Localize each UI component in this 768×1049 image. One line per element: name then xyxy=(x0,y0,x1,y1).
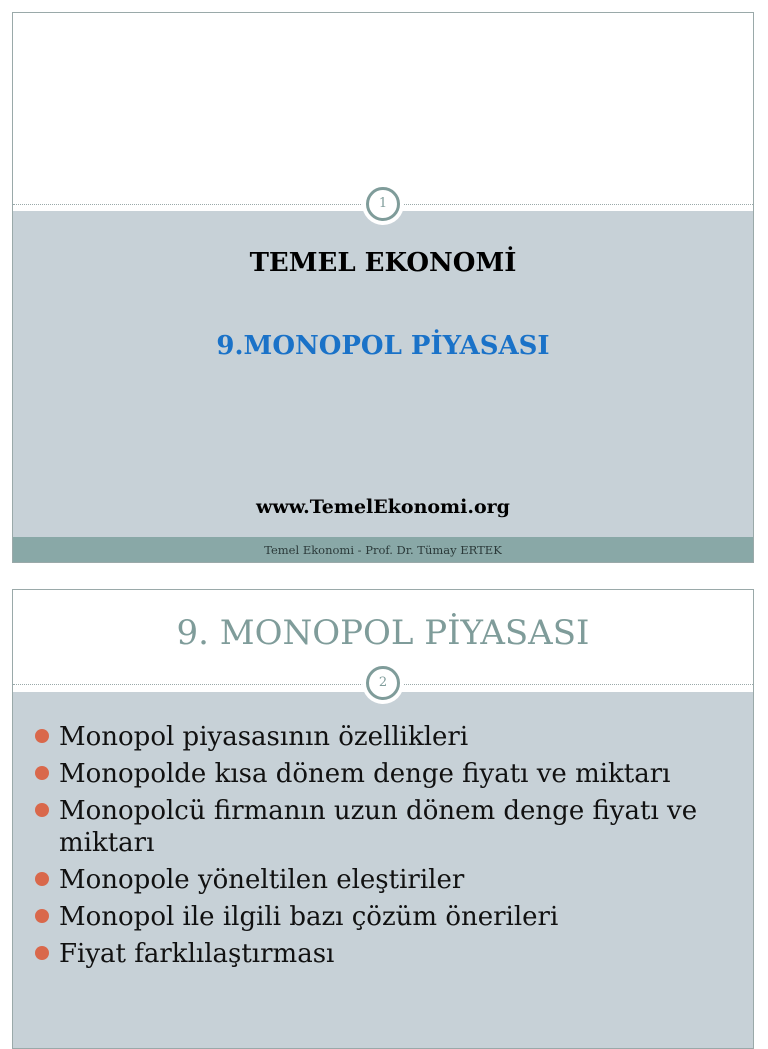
bullet-dot-icon xyxy=(35,872,49,886)
bullet-dot-icon xyxy=(35,803,49,817)
bullet-dot-icon xyxy=(35,766,49,780)
website-link[interactable]: www.TemelEkonomi.org xyxy=(256,496,510,518)
bullet-dot-icon xyxy=(35,729,49,743)
bullet-item xyxy=(35,795,747,859)
bullet-list xyxy=(35,721,747,975)
slide-2 xyxy=(12,589,754,1049)
bullet-text: Monopole yöneltilen eleştiriler xyxy=(59,865,465,895)
slide-number-badge: 2 xyxy=(366,666,400,700)
slide-number-badge: 1 xyxy=(366,187,400,221)
slide-subtitle: 9.MONOPOL PİYASASI xyxy=(216,331,550,361)
bullet-text: Monopol ile ilgili bazı çözüm önerileri xyxy=(59,902,559,932)
slide-title: 9. MONOPOL PİYASASI xyxy=(176,613,590,653)
bullet-item xyxy=(35,938,747,970)
bullet-item xyxy=(35,721,747,753)
bullet-item xyxy=(35,864,747,896)
bullet-text: Monopol piyasasının özellikleri xyxy=(59,722,469,752)
bullet-text: Monopolde kısa dönem denge fiyatı ve miktarı xyxy=(59,759,671,789)
bullet-text: Monopolcü firmanın uzun dönem denge fiyatı ve miktarı xyxy=(59,796,698,858)
bullet-dot-icon xyxy=(35,946,49,960)
bullet-item xyxy=(35,901,747,933)
slide-footer: Temel Ekonomi - Prof. Dr. Tümay ERTEK xyxy=(13,537,753,563)
bullet-text: Fiyat farklılaştırması xyxy=(59,939,335,969)
slide-title: TEMEL EKONOMİ xyxy=(249,248,517,278)
bullet-item xyxy=(35,758,747,790)
slide-1 xyxy=(12,12,754,563)
bullet-dot-icon xyxy=(35,909,49,923)
